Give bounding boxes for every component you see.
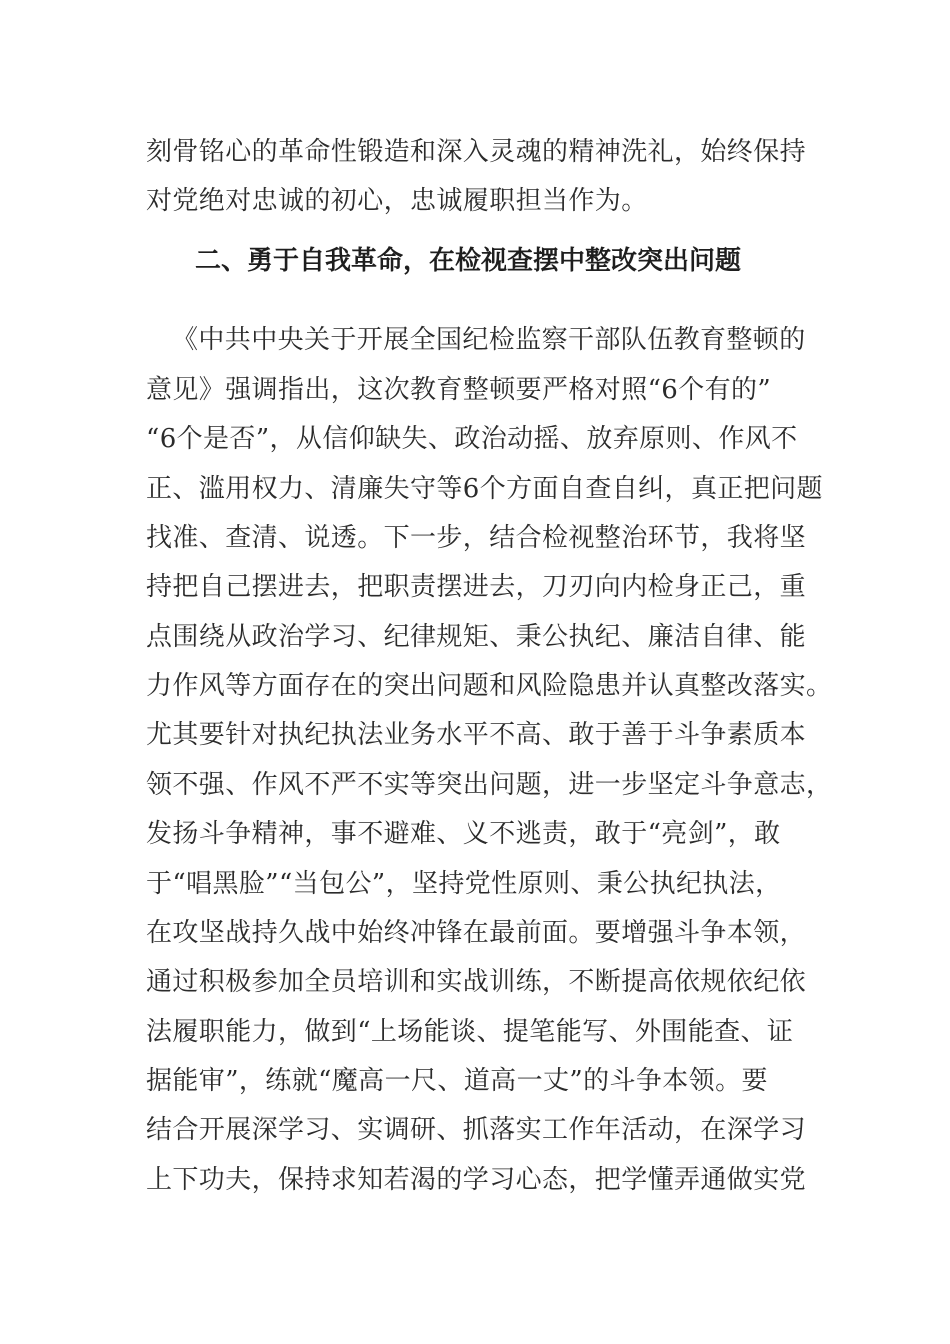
intro-line: 刻骨铭心的革命性锻造和深入灵魂的精神洗礼，始终保持 — [146, 137, 807, 167]
body-line: “6个是否”，从信仰缺失、政治动摇、放弃原则、作风不 — [146, 424, 798, 454]
body-line: 力作风等方面存在的突出问题和风险隐患并认真整改落实。 — [146, 671, 833, 701]
body-line: 领不强、作风不严不实等突出问题，进一步坚定斗争意志， — [146, 770, 833, 800]
body-line: 通过积极参加全员培训和实战训练，不断提高依规依纪依 — [146, 967, 807, 997]
body-line: 法履职能力，做到“上场能谈、提笔能写、外围能查、证 — [146, 1017, 794, 1047]
body-line: 《中共中央关于开展全国纪检监察干部队伍教育整顿的 — [172, 325, 806, 355]
body-line: 结合开展深学习、实调研、抓落实工作年活动，在深学习 — [146, 1115, 807, 1145]
body-line: 发扬斗争精神，事不避难、义不逃责，敢于“亮剑”，敢 — [146, 819, 781, 849]
body-line: 持把自己摆进去，把职责摆进去，刀刃向内检身正己，重 — [146, 572, 807, 602]
body-line: 在攻坚战持久战中始终冲锋在最前面。要增强斗争本领， — [146, 918, 807, 948]
body-line: 点围绕从政治学习、纪律规矩、秉公执纪、廉洁自律、能 — [146, 622, 807, 652]
intro-line: 对党绝对忠诚的初心，忠诚履职担当作为。 — [146, 186, 648, 216]
body-line: 正、滥用权力、清廉失守等6个方面自查自纠，真正把问题 — [146, 474, 823, 504]
body-line: 找准、查清、说透。下一步，结合检视整治环节，我将坚 — [146, 523, 807, 553]
body-line: 尤其要针对执纪执法业务水平不高、敢于善于斗争素质本 — [146, 720, 807, 750]
body-line: 上下功夫，保持求知若渴的学习心态，把学懂弄通做实党 — [146, 1165, 807, 1195]
body-line: 意见》强调指出，这次教育整顿要严格对照“6个有的” — [146, 375, 772, 405]
body-line: 于“唱黑脸”“当包公”，坚持党性原则、秉公执纪执法， — [146, 869, 782, 899]
section-heading: 二、勇于自我革命，在检视查摆中整改突出问题 — [195, 246, 742, 276]
body-line: 据能审”，练就“魔高一尺、道高一丈”的斗争本领。要 — [146, 1066, 768, 1096]
